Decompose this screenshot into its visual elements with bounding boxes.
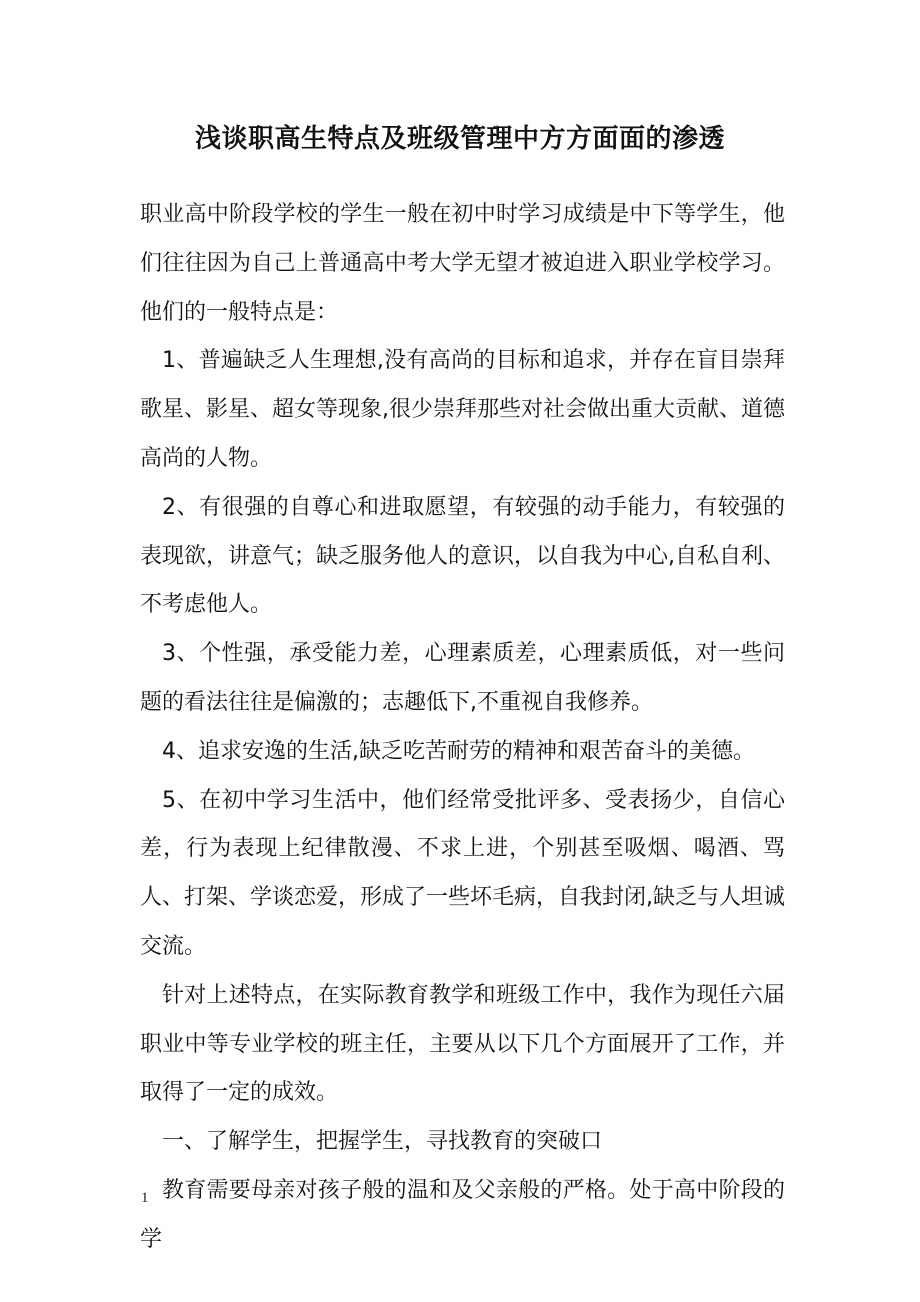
paragraph-section-1: 教育需要母亲对孩子般的温和及父亲般的严格。处于高中阶段的学: [140, 1177, 785, 1252]
document-title: 浅谈职高生特点及班级管理中方方面面的渗透: [194, 124, 725, 154]
paragraph-point-1: 1、普遍缺乏人生理想,没有高尚的目标和追求，并存在盲目崇拜歌星、影星、超女等现象,很少崇拜那些对社会做出重大贡献、道德高尚的人物。: [140, 348, 785, 471]
paragraph-intro: 职业高中阶段学校的学生一般在初中时学习成绩是中下等学生，他们往往因为自己上普通高中考大学无望才被迫进入职业学校学习。他们的一般特点是：: [140, 202, 785, 325]
document-body: [140, 191, 785, 1265]
page-number: 1: [141, 1190, 149, 1206]
paragraph-point-2: 2、有很强的自尊心和进取愿望，有较强的动手能力，有较强的表现欲，讲意气；缺乏服务他人的意识，以自我为中心,自私自利、不考虑他人。: [140, 494, 785, 618]
paragraph-point-3: 3、个性强，承受能力差，心理素质差，心理素质低，对一些问题的看法往往是偏激的；志趣低下,不重视自我修养。: [140, 641, 785, 715]
paragraph-approach: 针对上述特点，在实际教育教学和班级工作中，我作为现任六届职业中等专业学校的班主任，主要从以下几个方面展开了工作，并取得了一定的成效。: [140, 982, 785, 1106]
paragraph-point-4: 4、追求安逸的生活,缺乏吃苦耐劳的精神和艰苦奋斗的美德。: [162, 738, 755, 764]
paragraph-point-5: 5、在初中学习生活中，他们经常受批评多、受表扬少，自信心差，行为表现上纪律散漫、不求上进，个别甚至吸烟、喝酒、骂人、打架、学谈恋爱，形成了一些坏毛病，自我封闭,缺乏与人坦诚交流。: [140, 787, 785, 959]
section-heading-1: 一、了解学生，把握学生，寻找教育的突破口: [162, 1129, 603, 1155]
